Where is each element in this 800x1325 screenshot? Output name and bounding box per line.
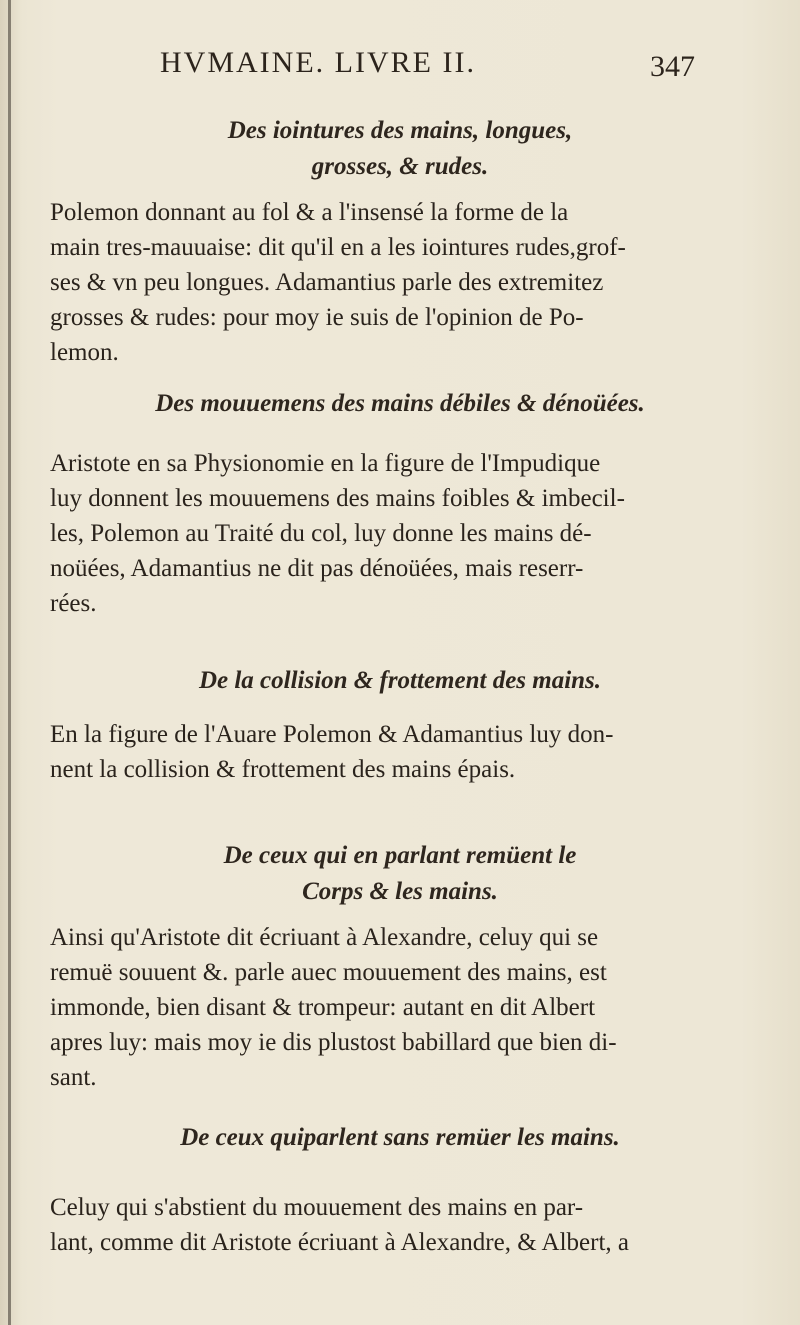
text-line: remuë souuent &. parle auec mouuement des mains, est xyxy=(50,959,607,986)
text-line: rées. xyxy=(50,590,97,617)
text-line: apres luy: mais moy ie dis plustost babillard que bien di- xyxy=(50,1029,617,1056)
text-line: lant, comme dit Aristote écriuant à Alexandre, & Albert, a xyxy=(50,1229,629,1256)
heading-line: grosses, & rudes. xyxy=(311,153,489,180)
text-line: Celuy qui s'abstient du mouuement des mains en par- xyxy=(50,1194,584,1221)
text-line: immonde, bien disant & trompeur: autant en dit Albert xyxy=(50,994,596,1021)
paragraph-sans-remuer xyxy=(50,1190,740,1260)
section-heading-mouuemens xyxy=(0,386,800,422)
paragraph-collision xyxy=(50,717,740,787)
section-heading-iointures xyxy=(0,113,800,185)
heading-line: De ceux quiparlent sans remüer les mains. xyxy=(180,1124,620,1151)
paragraph-mouuemens xyxy=(50,446,740,621)
text-line: grosses & rudes: pour moy ie suis de l'opinion de Po- xyxy=(50,304,584,331)
text-line: lemon. xyxy=(50,339,119,366)
text-line: main tres-mauuaise: dit qu'il en a les iointures rudes,grof- xyxy=(50,234,626,261)
text-line: Aristote en sa Physionomie en la figure de l'Impudique xyxy=(50,450,601,477)
section-heading-sans-remuer xyxy=(0,1120,800,1156)
heading-line: De ceux qui en parlant remüent le xyxy=(223,842,577,869)
paragraph-remuent xyxy=(50,920,740,1095)
text-line: ses & vn peu longues. Adamantius parle des extremitez xyxy=(50,269,604,296)
text-line: En la figure de l'Auare Polemon & Adamantius luy don- xyxy=(50,721,614,748)
text-line: Ainsi qu'Aristote dit écriuant à Alexandre, celuy qui se xyxy=(50,924,599,951)
heading-line: Des iointures des mains, longues, xyxy=(227,117,573,144)
page-number: 347 xyxy=(650,50,695,83)
section-heading-collision xyxy=(0,663,800,699)
heading-line: Des mouuemens des mains débiles & dénoüées. xyxy=(155,390,645,417)
text-line: noüées, Adamantius ne dit pas dénoüées, mais reserr- xyxy=(50,555,584,582)
text-line: Polemon donnant au fol & a l'insensé la forme de la xyxy=(50,199,569,226)
heading-line: De la collision & frottement des mains. xyxy=(198,667,602,694)
paragraph-iointures xyxy=(50,195,740,370)
text-line: sant. xyxy=(50,1064,97,1091)
text-line: les, Polemon au Traité du col, luy donne les mains dé- xyxy=(50,520,592,547)
text-line: nent la collision & frottement des mains épais. xyxy=(50,756,516,783)
text-line: luy donnent les mouuemens des mains foibles & imbecil- xyxy=(50,485,625,512)
section-heading-remuent xyxy=(0,838,800,910)
page-header xyxy=(0,40,800,90)
running-head: HVMAINE. LIVRE II. xyxy=(160,46,476,79)
heading-line: Corps & les mains. xyxy=(302,878,498,905)
